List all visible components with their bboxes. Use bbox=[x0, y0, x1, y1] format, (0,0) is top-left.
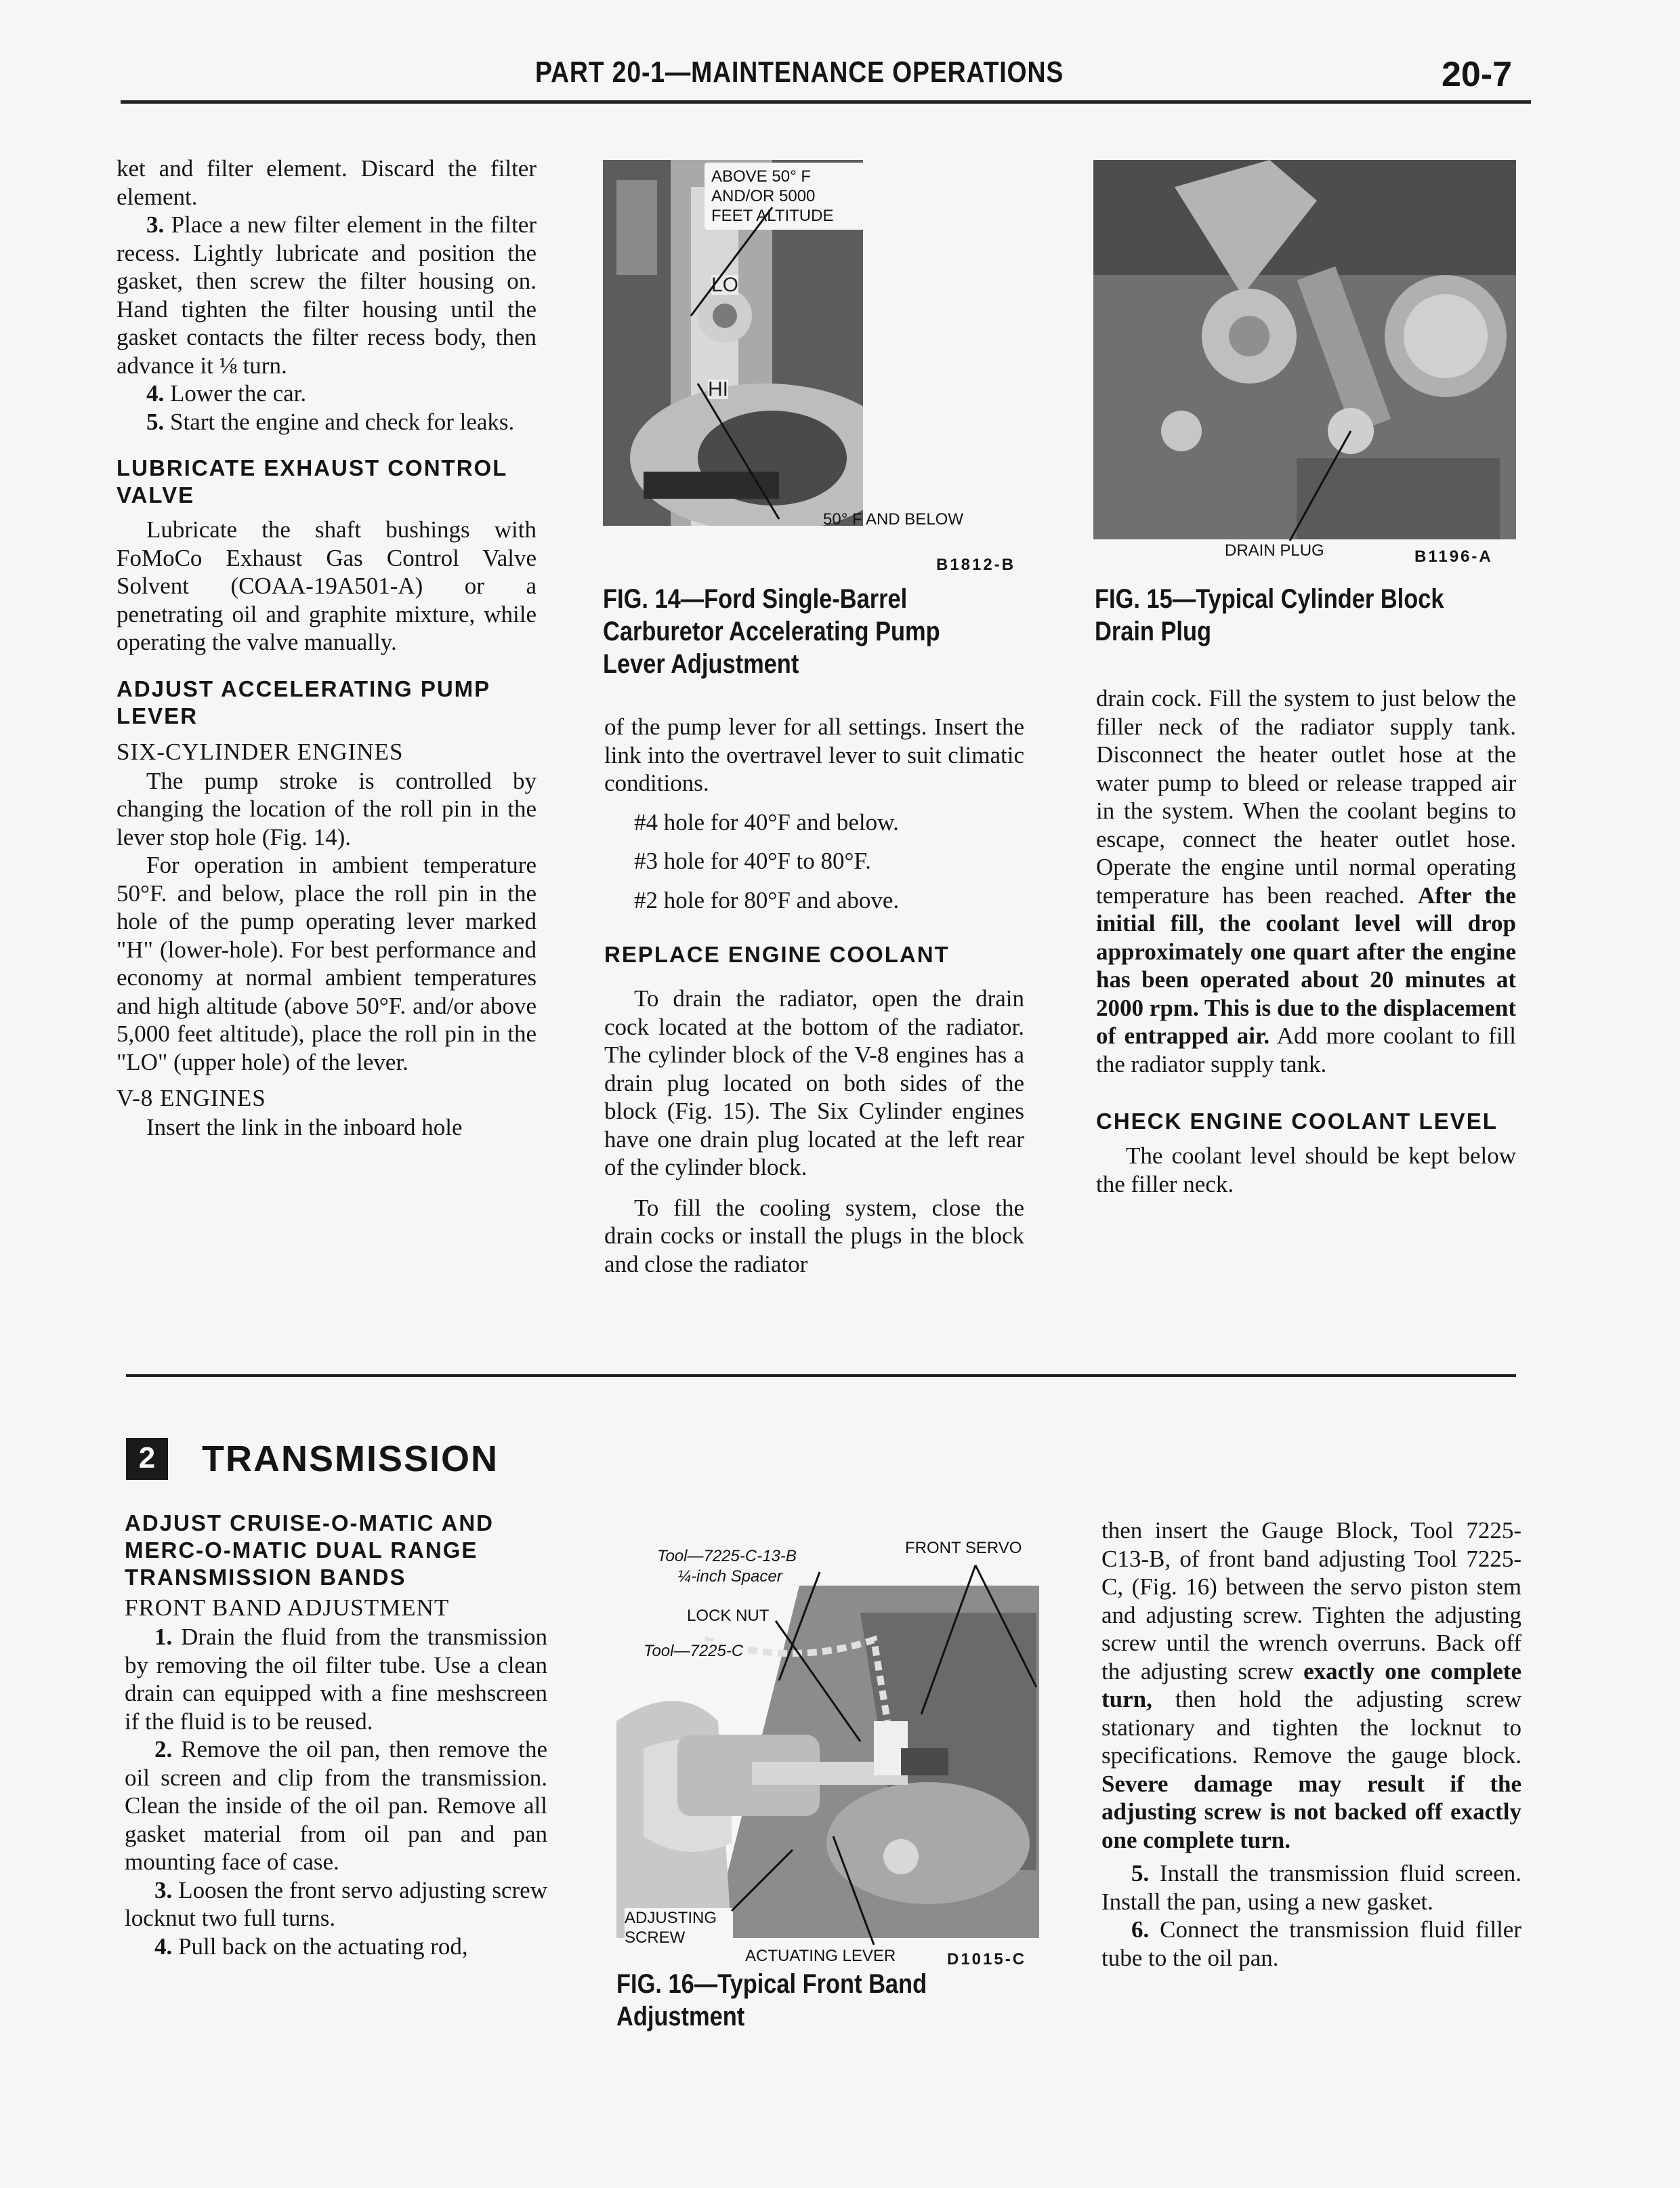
column-3 bbox=[1096, 684, 1516, 1198]
paragraph: For operation in ambient temperature 50°F. and below, place the roll pin in the hole of the pump operating lever marked "H" (lower-hole). For best performance and economy at normal ambient temperatures and high altitude (above 50°F. and/or above 5,000 feet altitude), place the roll pin in the "LO" (upper hole) of the lever. bbox=[117, 852, 537, 1075]
column-5 bbox=[1101, 1516, 1521, 1972]
figure-16-label-actuating-lever: ACTUATING LEVER bbox=[745, 1947, 896, 1965]
heading-adjust-bands: ADJUST CRUISE-O-MATIC AND MERC-O-MATIC DUAL RANGE TRANSMISSION BANDS bbox=[125, 1510, 494, 1590]
heading-lubricate-exhaust: LUBRICATE EXHAUST CONTROL VALVE bbox=[117, 455, 507, 508]
subheading-six-cylinder: SIX-CYLINDER ENGINES bbox=[117, 738, 404, 765]
list-item: #2 hole for 80°F and above. bbox=[634, 886, 900, 913]
figure-14-caption: FIG. 14—Ford Single-Barrel Carburetor Accelerating Pump Lever Adjustment bbox=[603, 584, 940, 679]
figure-14-lever-hi: HI bbox=[708, 378, 728, 400]
step-5: 5. Install the transmission fluid screen. Install the pan, using a new gasket. bbox=[1101, 1860, 1521, 1915]
step-5: 5. Start the engine and check for leaks. bbox=[146, 408, 515, 435]
paragraph: The coolant level should be kept below the filler neck. bbox=[1096, 1142, 1516, 1197]
figure-16-label-tool1: Tool—7225-C-13-B bbox=[657, 1547, 797, 1565]
paragraph: Insert the link in the inboard hole bbox=[146, 1114, 463, 1140]
figure-14-code: B1812-B bbox=[936, 556, 1016, 574]
figure-15-code: B1196-A bbox=[1414, 548, 1493, 566]
step-6: 6. Connect the transmission fluid filler tube to the oil pan. bbox=[1101, 1916, 1521, 1971]
section-number: 2 bbox=[126, 1438, 168, 1480]
heading-replace-coolant: REPLACE ENGINE COOLANT bbox=[604, 942, 950, 967]
figure-14-label-below: 50° F AND BELOW bbox=[823, 510, 963, 529]
figure-16-label-lock-nut: LOCK NUT bbox=[687, 1607, 770, 1625]
column-2 bbox=[604, 713, 1024, 1278]
paragraph: ket and filter element. Discard the filter element. bbox=[117, 155, 537, 210]
figure-16-label-spacer: ¼-inch Spacer bbox=[677, 1567, 782, 1586]
figure-16-label-adjusting-screw: ADJUSTING SCREW bbox=[625, 1908, 733, 1947]
list-item: #3 hole for 40°F to 80°F. bbox=[634, 848, 871, 874]
figure-14-leader-lines bbox=[603, 160, 874, 539]
paragraph: The pump stroke is controlled by changing the location of the roll pin in the lever stop hole (Fig. 14). bbox=[117, 767, 537, 850]
figure-16-leader-lines bbox=[616, 1538, 1050, 1958]
step-4: 4. Pull back on the actuating rod, bbox=[154, 1933, 468, 1960]
list-item: #4 hole for 40°F and below. bbox=[634, 808, 899, 835]
paragraph: then insert the Gauge Block, Tool 7225-C13-B, of front band adjusting Tool 7225-C, (Fig. 16) between the servo piston stem and adjusting screw. Tighten the adjusting screw until the wrench overruns. Back off the adjusting screw exactly one complete turn, then hold the adjusting screw stationary and tighten the locknut to specifications. Remove the gauge block. Severe damage may result if the adjusting screw is not backed off exactly one complete turn. bbox=[1101, 1517, 1521, 1853]
section-title: TRANSMISSION bbox=[202, 1439, 499, 1479]
figure-16-label-tool2: Tool—7225-C bbox=[644, 1642, 744, 1660]
figure-15-label-drain-plug: DRAIN PLUG bbox=[1225, 541, 1324, 560]
page-number: 20-7 bbox=[1442, 55, 1513, 94]
figure-15-caption: FIG. 15—Typical Cylinder Block Drain Plug bbox=[1095, 584, 1444, 646]
step-3: 3. Place a new filter element in the filter recess. Lightly lubricate and position the gasket, then screw the filter housing on. Hand tighten the filter housing until the gasket contacts the filter recess body, then advance it ⅛ turn. bbox=[117, 211, 537, 379]
column-1 bbox=[117, 154, 537, 1142]
heading-adjust-pump-lever: ADJUST ACCELERATING PUMP LEVER bbox=[117, 676, 490, 728]
figure-14-label-above: ABOVE 50° F AND/OR 5000 FEET ALTITUDE bbox=[705, 163, 867, 230]
step-1: 1. Drain the fluid from the transmission by removing the oil filter tube. Use a clean drain can equipped with a fine meshscreen if the fluid is to be reused. bbox=[125, 1624, 547, 1735]
paragraph: To drain the radiator, open the drain cock located at the bottom of the radiator. The cylinder block of the V-8 engines has a drain plug located on both sides of the block (Fig. 15). The Six Cylinder engines have one drain plug located at the left rear of the cylinder block. bbox=[604, 985, 1024, 1180]
figure-15-leader-line bbox=[1093, 160, 1516, 566]
subheading-v8: V-8 ENGINES bbox=[117, 1085, 266, 1111]
header-rule bbox=[121, 100, 1531, 104]
subheading-front-band: FRONT BAND ADJUSTMENT bbox=[125, 1594, 450, 1621]
step-4: 4. Lower the car. bbox=[146, 380, 307, 407]
column-4 bbox=[125, 1510, 547, 1960]
figure-16-label-front-servo: FRONT SERVO bbox=[905, 1539, 1022, 1557]
paragraph: drain cock. Fill the system to just below the filler neck of the radiator supply tank. Disconnect the heater outlet hose at the water pump to bleed or release trapped air in the system. When the coolant begins to escape, connect the heater outlet hose. Operate the engine until normal operating temperature has been reached. After the initial fill, the coolant level will drop approximately one quart after the engine has been operated about 20 minutes at 2000 rpm. This is due to the displacement of entrapped air. Add more coolant to fill the radiator supply tank. bbox=[1096, 685, 1517, 1077]
figure-16-caption: FIG. 16—Typical Front Band Adjustment bbox=[616, 1969, 927, 2031]
paragraph: of the pump lever for all settings. Insert the link into the overtravel lever to suit climatic conditions. bbox=[604, 714, 1024, 796]
page-header-title: PART 20-1—MAINTENANCE OPERATIONS bbox=[535, 56, 1064, 89]
figure-16-code: D1015-C bbox=[947, 1950, 1027, 1968]
step-2: 2. Remove the oil pan, then remove the oil screen and clip from the transmission. Clean the inside of the oil pan. Remove all gasket material from oil pan and pan mounting face of case. bbox=[125, 1736, 547, 1875]
figure-14-lever-lo: LO bbox=[711, 274, 739, 296]
heading-check-coolant: CHECK ENGINE COOLANT LEVEL bbox=[1096, 1109, 1498, 1134]
step-3: 3. Loosen the front servo adjusting screw locknut two full turns. bbox=[125, 1876, 547, 1931]
paragraph: Lubricate the shaft bushings with FoMoCo Exhaust Gas Control Valve Solvent (COAA-19A501-A) or a penetrating oil and graphite mixture, while operating the valve manually. bbox=[117, 516, 537, 655]
section-rule bbox=[126, 1374, 1516, 1377]
paragraph: To fill the cooling system, close the drain cocks or install the plugs in the block and close the radiator bbox=[604, 1194, 1024, 1277]
